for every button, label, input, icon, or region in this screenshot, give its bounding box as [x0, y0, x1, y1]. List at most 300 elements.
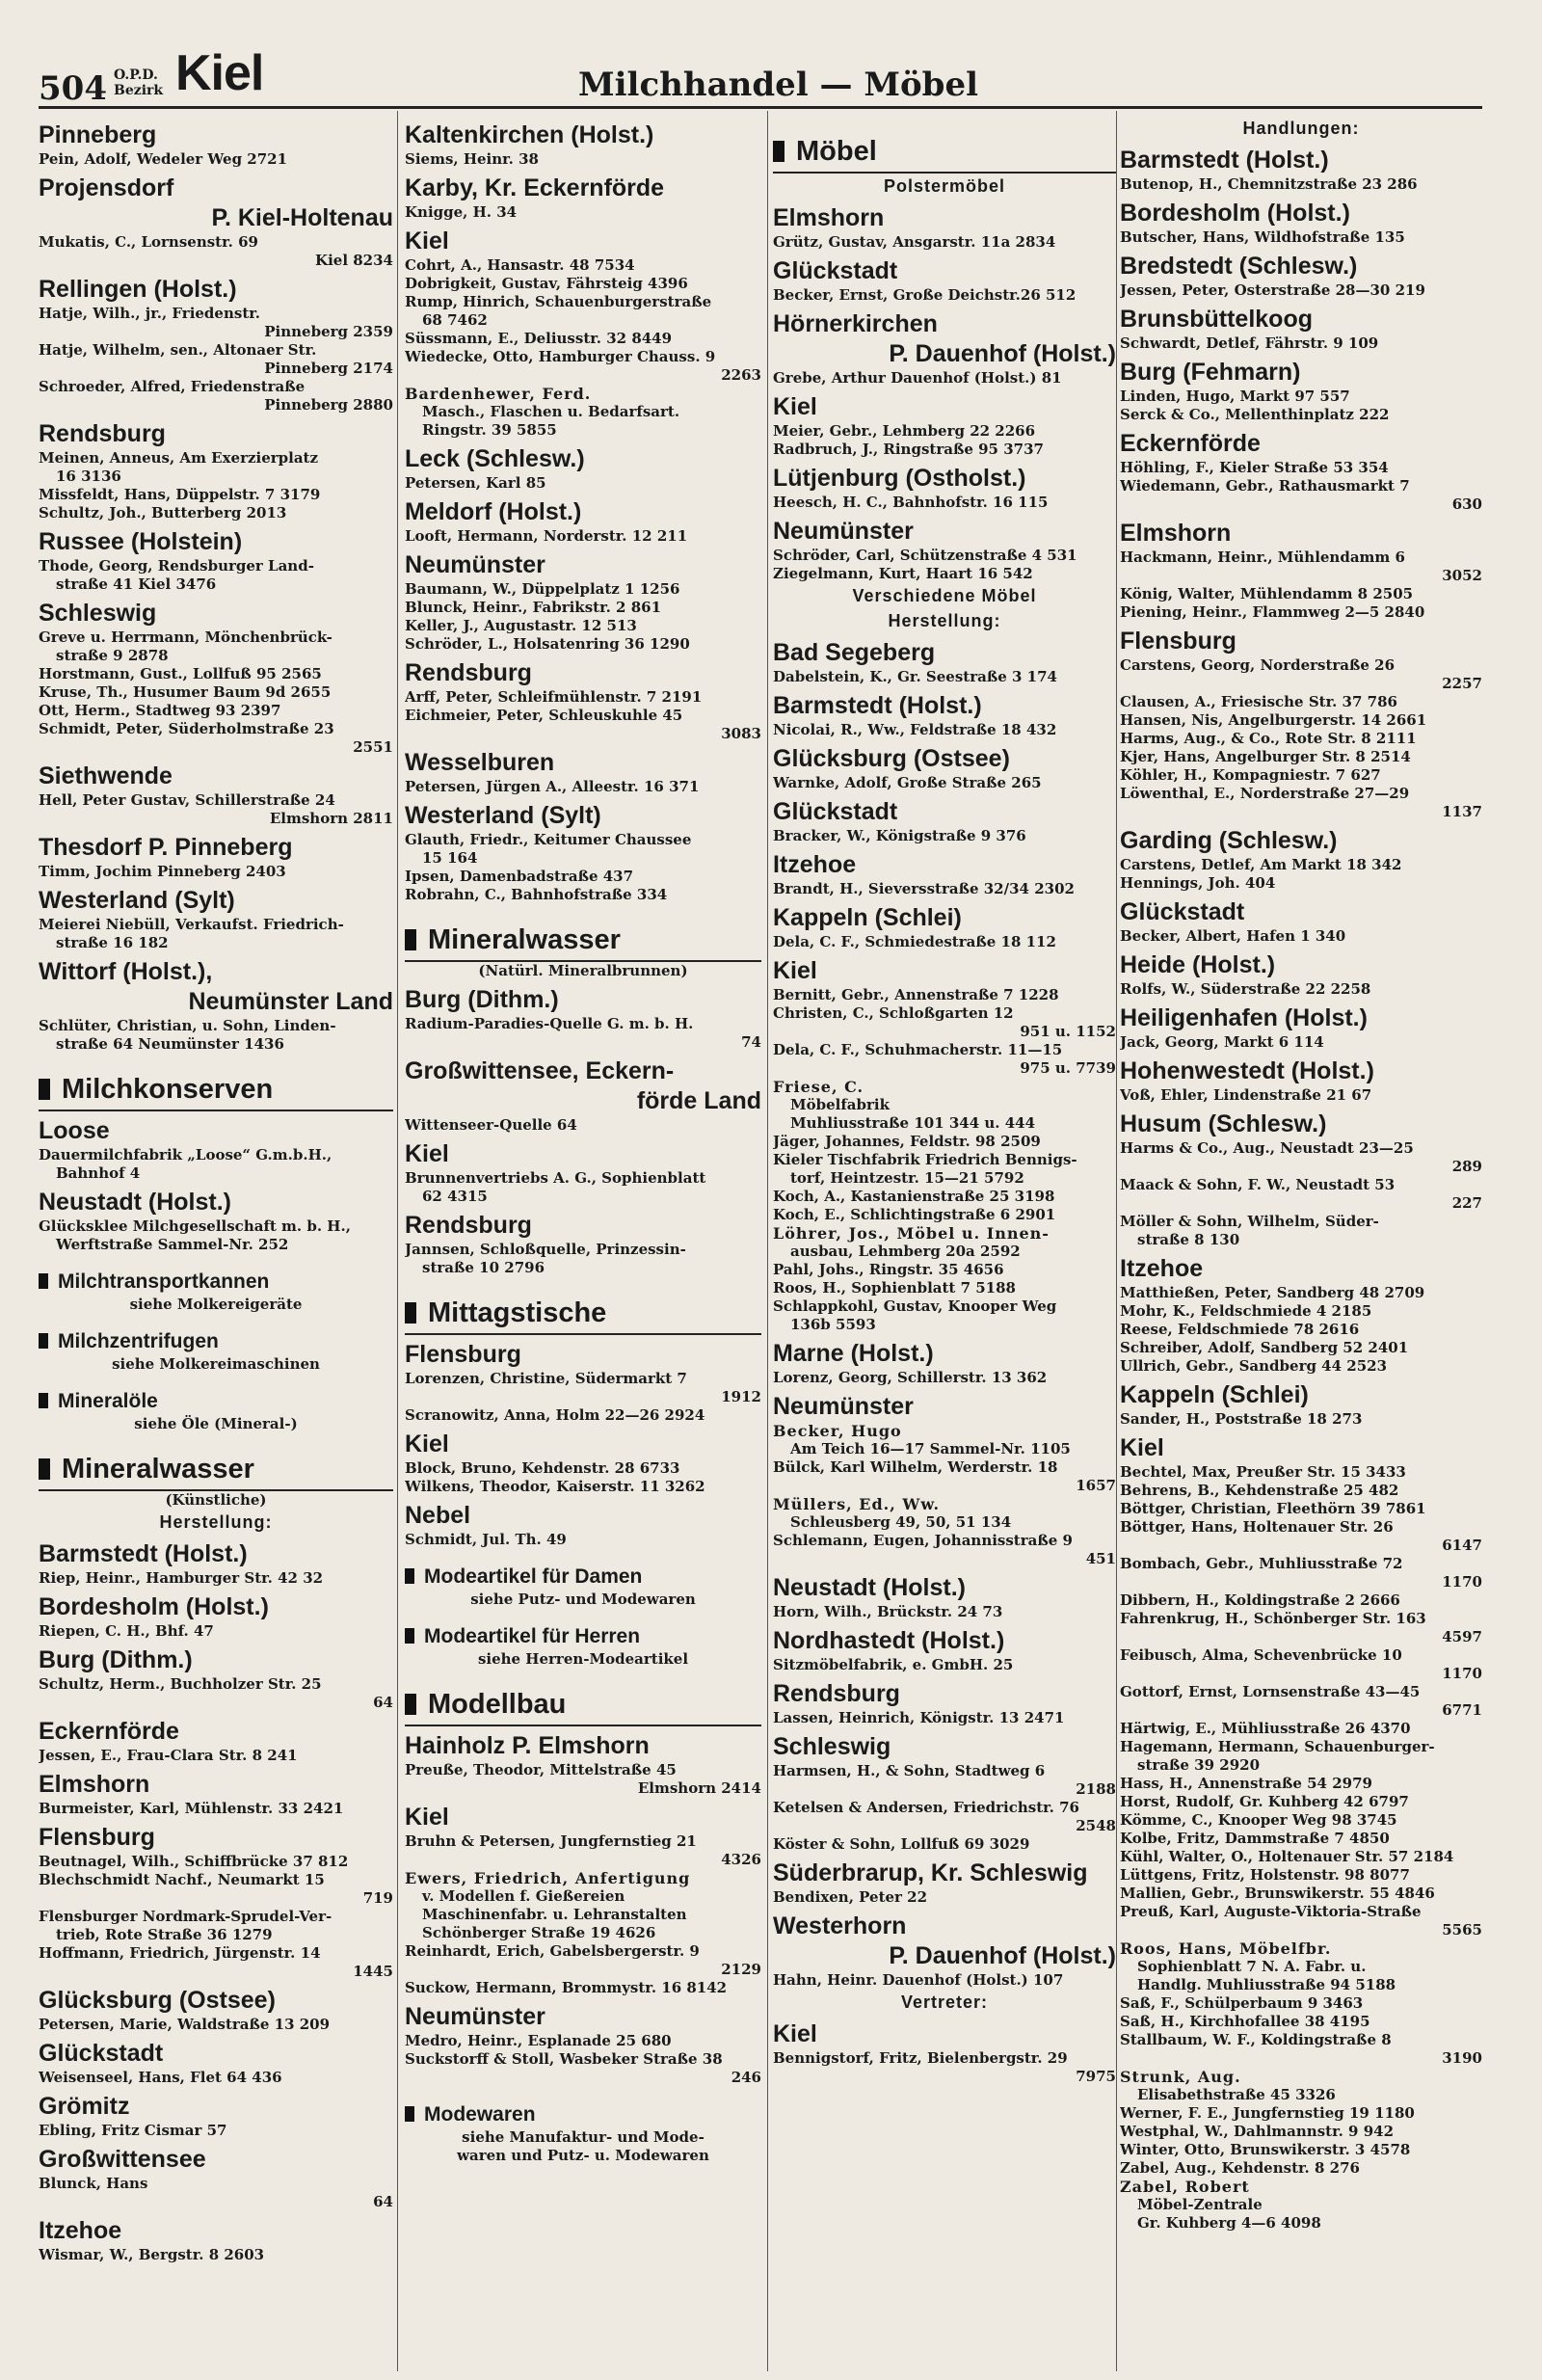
listing-entry: Carstens, Detlef, Am Markt 18 342 — [1120, 856, 1402, 873]
listing-entry: Missfeldt, Hans, Düppelstr. 7 3179 — [39, 486, 321, 503]
town-heading: Karby, Kr. Eckernförde — [405, 174, 665, 201]
subsection-heading: Herstellung: — [159, 1512, 273, 1532]
listing-entry: Butenop, H., Chemnitzstraße 23 286 — [1120, 175, 1418, 193]
listing-entry: Lorenz, Georg, Schillerstr. 13 362 — [773, 1369, 1048, 1386]
town-heading: Heide (Holst.) — [1120, 951, 1276, 978]
cross-reference-note: (Künstliche) — [165, 1491, 267, 1509]
town-heading: Neumünster — [405, 551, 545, 578]
town-heading-continued: P. Dauenhof (Holst.) — [889, 1942, 1116, 1969]
listing-entry: Hansen, Nis, Angelburgerstr. 14 2661 — [1120, 711, 1427, 729]
cross-reference-note: siehe Herren-Modeartikel — [477, 1650, 689, 1668]
cross-reference-note: siehe Molkereimaschinen — [112, 1355, 320, 1373]
listing-entry: Scranowitz, Anna, Holm 22—26 2924 — [405, 1406, 705, 1424]
column-4 — [1120, 116, 1482, 2367]
column-1 — [39, 116, 393, 2367]
listing-continuation: straße 39 2920 — [1137, 1756, 1261, 1774]
listing-entry: Horn, Wilh., Brückstr. 24 73 — [773, 1603, 1003, 1620]
town-heading: Hainholz P. Elmshorn — [405, 1732, 650, 1759]
listing-phone: Elmshorn 2414 — [637, 1779, 761, 1797]
page-header — [39, 45, 1484, 110]
listing-entry: Petersen, Jürgen A., Alleestr. 16 371 — [405, 778, 700, 795]
listing-phone: 451 — [1085, 1550, 1116, 1567]
listing-entry: Koch, A., Kastanienstraße 25 3198 — [773, 1188, 1055, 1205]
listing-phone: 1445 — [353, 1963, 393, 1980]
listing-entry: Looft, Hermann, Norderstr. 12 211 — [405, 527, 688, 545]
listing-entry: Wiedecke, Otto, Hamburger Chauss. 9 — [405, 348, 716, 365]
listing-continuation: Masch., Flaschen u. Bedarfsart. — [422, 403, 680, 420]
listing-entry: Petersen, Karl 85 — [405, 474, 546, 492]
town-heading: Itzehoe — [39, 2217, 122, 2244]
town-heading: Burg (Dithm.) — [39, 1646, 193, 1673]
section-heading: Möbel — [773, 131, 1116, 174]
cross-reference-heading: Mineralöle — [39, 1387, 393, 1415]
listing-entry: Reese, Feldschmiede 78 2616 — [1120, 1321, 1360, 1338]
listing-entry: Butscher, Hans, Wildhofstraße 135 — [1120, 228, 1405, 246]
listing-entry: Kjer, Hans, Angelburger Str. 8 2514 — [1120, 748, 1411, 765]
listing-entry: Sander, H., Poststraße 18 273 — [1120, 1410, 1363, 1428]
town-heading: Neustadt (Holst.) — [773, 1574, 966, 1601]
listing-entry: Ullrich, Gebr., Sandberg 44 2523 — [1120, 1357, 1388, 1375]
town-heading: Brunsbüttelkoog — [1120, 306, 1313, 333]
listing-entry: Jäger, Johannes, Feldstr. 98 2509 — [773, 1133, 1041, 1150]
listing-entry: Harms & Co., Aug., Neustadt 23—25 — [1120, 1139, 1414, 1157]
column-divider — [767, 111, 768, 2371]
listing-entry: Arff, Peter, Schleifmühlenstr. 7 2191 — [405, 688, 703, 706]
advert-entry: Ewers, Friedrich, Anfertigung — [405, 1869, 691, 1887]
listing-continuation: Möbelfabrik — [790, 1096, 890, 1113]
town-heading: Schleswig — [39, 600, 157, 627]
advert-entry: Bardenhewer, Ferd. — [405, 385, 592, 403]
listing-entry: Heesch, H. C., Bahnhofstr. 16 115 — [773, 494, 1049, 511]
listing-entry: Horst, Rudolf, Gr. Kuhberg 42 6797 — [1120, 1793, 1409, 1810]
town-heading: Kiel — [405, 1140, 449, 1167]
listing-entry: Serck & Co., Mellenthinplatz 222 — [1120, 406, 1390, 423]
listing-continuation: Gr. Kuhberg 4—6 4098 — [1137, 2214, 1321, 2232]
listing-entry: Hass, H., Annenstraße 54 2979 — [1120, 1775, 1372, 1792]
listing-entry: Radium-Paradies-Quelle G. m. b. H. — [405, 1015, 694, 1032]
listing-phone: 246 — [731, 2069, 761, 2086]
listing-entry: Reinhardt, Erich, Gabelsbergerstr. 9 — [405, 1942, 700, 1960]
listing-entry: Roos, H., Sophienblatt 7 5188 — [773, 1279, 1016, 1297]
listing-entry: Carstens, Georg, Norderstraße 26 — [1120, 656, 1396, 674]
cross-reference-note: siehe Öle (Mineral-) — [134, 1415, 298, 1432]
town-heading: Westerland (Sylt) — [405, 802, 601, 829]
listing-phone: 289 — [1451, 1158, 1482, 1175]
listing-entry: Löwenthal, E., Norderstraße 27—29 — [1120, 785, 1410, 802]
town-heading: Glückstadt — [39, 2040, 164, 2067]
listing-continuation: Handlg. Muhliusstraße 94 5188 — [1137, 1976, 1396, 1993]
subsection-heading: Polstermöbel — [883, 176, 1006, 196]
town-heading: Elmshorn — [773, 204, 885, 231]
town-heading-continued: förde Land — [636, 1087, 761, 1114]
listing-entry: Nicolai, R., Ww., Feldstraße 18 432 — [773, 721, 1057, 738]
listing-phone: Pinneberg 2359 — [264, 323, 393, 340]
listing-entry: Burmeister, Karl, Mühlenstr. 33 2421 — [39, 1800, 344, 1817]
listing-entry: Schröder, Carl, Schützenstraße 4 531 — [773, 547, 1077, 564]
listing-continuation: torf, Heintzestr. 15—21 5792 — [790, 1169, 1024, 1187]
listing-phone: 2257 — [1442, 675, 1482, 692]
town-heading: Kiel — [773, 957, 817, 984]
town-heading: Kiel — [773, 2020, 817, 2047]
listing-entry: Behrens, B., Kehdenstraße 25 482 — [1120, 1482, 1399, 1499]
listing-entry: Dela, C. F., Schmiedestraße 18 112 — [773, 933, 1056, 950]
listing-continuation: Möbel-Zentrale — [1137, 2196, 1263, 2213]
listing-entry: Sitzmöbelfabrik, e. GmbH. 25 — [773, 1656, 1014, 1673]
listing-entry: Mohr, K., Feldschmiede 4 2185 — [1120, 1302, 1372, 1320]
listing-entry: Hatje, Wilhelm, sen., Altonaer Str. — [39, 341, 317, 359]
town-heading: Glücksburg (Ostsee) — [39, 1987, 276, 2014]
listing-entry: Suckow, Hermann, Brommystr. 16 8142 — [405, 1979, 728, 1996]
town-heading: Hörnerkirchen — [773, 310, 938, 337]
listing-entry: Schmidt, Peter, Süderholmstraße 23 — [39, 720, 334, 737]
cross-reference-heading: Modeartikel für Damen — [405, 1563, 761, 1591]
listing-entry: Hackmann, Heinr., Mühlendamm 6 — [1120, 548, 1405, 566]
town-heading-continued: Neumünster Land — [188, 988, 393, 1015]
advert-entry: Löhrer, Jos., Möbel u. Innen- — [773, 1224, 1050, 1243]
listing-entry: Christen, C., Schloßgarten 12 — [773, 1004, 1014, 1022]
town-heading: Thesdorf P. Pinneberg — [39, 834, 293, 861]
listing-entry: Becker, Albert, Hafen 1 340 — [1120, 927, 1346, 945]
listing-entry: Brunnenvertriebs A. G., Sophienblatt — [405, 1169, 706, 1187]
town-heading: Projensdorf — [39, 174, 174, 201]
listing-entry: Horstmann, Gust., Lollfuß 95 2565 — [39, 665, 322, 682]
town-heading: Westerland (Sylt) — [39, 887, 235, 914]
listing-phone: 1170 — [1442, 1665, 1482, 1682]
listing-phone: Pinneberg 2880 — [264, 396, 393, 414]
listing-continuation: straße 8 130 — [1137, 1231, 1240, 1248]
listing-entry: Maack & Sohn, F. W., Neustadt 53 — [1120, 1176, 1396, 1193]
listing-phone: 719 — [362, 1889, 393, 1907]
listing-entry: Rolfs, W., Süderstraße 22 2258 — [1120, 980, 1371, 998]
listing-entry: Ipsen, Damenbadstraße 437 — [405, 868, 634, 885]
town-heading: Nordhastedt (Holst.) — [773, 1627, 1005, 1654]
listing-entry: Clausen, A., Friesische Str. 37 786 — [1120, 693, 1397, 710]
listing-continuation: straße 9 2878 — [56, 647, 169, 664]
listing-phone: 3052 — [1442, 567, 1482, 584]
listing-entry: Bernitt, Gebr., Annenstraße 7 1228 — [773, 986, 1059, 1003]
advert-entry: Becker, Hugo — [773, 1422, 902, 1440]
town-heading: Wittorf (Holst.), — [39, 958, 213, 985]
listing-entry: Meierei Niebüll, Verkaufst. Friedrich- — [39, 916, 344, 933]
listing-entry: Lorenzen, Christine, Südermarkt 7 — [405, 1370, 687, 1387]
listing-entry: Glauth, Friedr., Keitumer Chaussee — [405, 831, 692, 848]
town-heading: Loose — [39, 1117, 110, 1144]
subsection-heading: Handlungen: — [1242, 119, 1360, 138]
listing-entry: Hahn, Heinr. Dauenhof (Holst.) 107 — [773, 1971, 1064, 1989]
listing-entry: Koch, E., Schlichtingstraße 6 2901 — [773, 1206, 1056, 1223]
town-heading: Meldorf (Holst.) — [405, 498, 582, 525]
listing-entry: Suckstorff & Stoll, Wasbeker Straße 38 — [405, 2050, 723, 2068]
listing-entry: Block, Bruno, Kehdenstr. 28 6733 — [405, 1459, 680, 1477]
listing-entry: Mallien, Gebr., Brunswikerstr. 55 4846 — [1120, 1885, 1435, 1902]
listing-continuation: straße 41 Kiel 3476 — [56, 575, 217, 593]
listing-entry: Keller, J., Augustastr. 12 513 — [405, 617, 637, 634]
section-heading: Mineralwasser — [39, 1449, 393, 1491]
advert-entry: Roos, Hans, Möbelfbr. — [1120, 1939, 1332, 1958]
listing-continuation: Sophienblatt 7 N. A. Fabr. u. — [1137, 1958, 1367, 1975]
listing-entry: Bendixen, Peter 22 — [773, 1888, 928, 1906]
town-heading: Neumünster — [773, 518, 914, 545]
listing-entry: Matthießen, Peter, Sandberg 48 2709 — [1120, 1284, 1425, 1301]
listing-entry: Blunck, Heinr., Fabrikstr. 2 861 — [405, 599, 662, 616]
listing-entry: Fahrenkrug, H., Schönberger Str. 163 — [1120, 1610, 1426, 1627]
town-heading: Glückstadt — [773, 257, 898, 284]
listing-entry: Flensburger Nordmark-Sprudel-Ver- — [39, 1908, 332, 1925]
town-heading: Rendsburg — [773, 1680, 900, 1707]
listing-entry: Medro, Heinr., Esplanade 25 680 — [405, 2032, 672, 2049]
listing-entry: Weisenseel, Hans, Flet 64 436 — [39, 2069, 282, 2086]
town-heading: Bad Segeberg — [773, 639, 936, 666]
listing-phone: 1137 — [1442, 803, 1482, 820]
cross-reference-note: (Natürl. Mineralbrunnen) — [478, 962, 688, 979]
cross-reference-heading: Milchzentrifugen — [39, 1327, 393, 1355]
listing-entry: Hennings, Joh. 404 — [1120, 874, 1276, 892]
town-heading: Barmstedt (Holst.) — [39, 1540, 248, 1567]
town-heading: Kappeln (Schlei) — [773, 904, 962, 931]
subsection-heading: Vertreter: — [900, 1992, 989, 2012]
listing-entry: Kolbe, Fritz, Dammstraße 7 4850 — [1120, 1830, 1390, 1847]
cross-reference-heading: Modeartikel für Herren — [405, 1622, 761, 1650]
listing-entry: Lüttgens, Fritz, Holstenstr. 98 8077 — [1120, 1866, 1410, 1884]
listing-continuation: Werftstraße Sammel-Nr. 252 — [56, 1236, 289, 1253]
listing-continuation: Schleusberg 49, 50, 51 134 — [790, 1513, 1012, 1531]
section-heading: Milchkonserven — [39, 1069, 393, 1111]
listing-continuation: 16 3136 — [56, 468, 121, 485]
listing-entry: Böttger, Christian, Fleethörn 39 7861 — [1120, 1500, 1426, 1517]
listing-entry: Jessen, E., Frau-Clara Str. 8 241 — [39, 1747, 298, 1764]
listing-entry: Pahl, Johs., Ringstr. 35 4656 — [773, 1261, 1004, 1278]
listing-entry: Schröder, L., Holsatenring 36 1290 — [405, 635, 690, 653]
town-heading: Glückstadt — [1120, 898, 1245, 925]
advert-entry: Friese, C. — [773, 1078, 864, 1096]
listing-entry: Linden, Hugo, Markt 97 557 — [1120, 388, 1350, 405]
listing-continuation: Elisabethstraße 45 3326 — [1137, 2086, 1336, 2103]
listing-continuation: Schönberger Straße 19 4626 — [422, 1924, 656, 1941]
listing-phone: 74 — [741, 1033, 761, 1051]
town-heading: Bredstedt (Schlesw.) — [1120, 253, 1358, 280]
listing-entry: Hoffmann, Friedrich, Jürgenstr. 14 — [39, 1944, 321, 1962]
listing-entry: Höhling, F., Kieler Straße 53 354 — [1120, 459, 1389, 476]
column-divider — [397, 111, 398, 2371]
listing-entry: Dauermilchfabrik „Loose“ G.m.b.H., — [39, 1146, 332, 1163]
listing-entry: Blechschmidt Nachf., Neumarkt 15 — [39, 1871, 325, 1888]
listing-entry: Bennigstorf, Fritz, Bielenbergstr. 29 — [773, 2049, 1068, 2067]
listing-entry: Jack, Georg, Markt 6 114 — [1120, 1033, 1324, 1051]
listing-entry: Härtwig, E., Mühliusstraße 26 4370 — [1120, 1720, 1411, 1737]
town-heading: Barmstedt (Holst.) — [773, 692, 982, 719]
town-heading: Kiel — [405, 227, 449, 254]
town-heading: Flensburg — [39, 1824, 155, 1851]
town-heading: Hohenwestedt (Holst.) — [1120, 1057, 1374, 1084]
town-heading: Itzehoe — [1120, 1255, 1204, 1282]
listing-entry: Harmsen, H., & Sohn, Stadtweg 6 — [773, 1762, 1046, 1779]
listing-entry: Siems, Heinr. 38 — [405, 150, 539, 168]
town-heading: Barmstedt (Holst.) — [1120, 147, 1329, 174]
listing-phone: 1657 — [1076, 1477, 1116, 1494]
listing-entry: Stallbaum, W. F., Koldingstraße 8 — [1120, 2031, 1392, 2048]
listing-entry: Grütz, Gustav, Ansgarstr. 11a 2834 — [773, 233, 1056, 251]
town-heading: Großwittensee — [39, 2146, 206, 2173]
listing-entry: Schlüter, Christian, u. Sohn, Linden- — [39, 1017, 336, 1034]
listing-entry: Schlappkohl, Gustav, Knooper Weg — [773, 1297, 1057, 1315]
town-heading: Kaltenkirchen (Holst.) — [405, 121, 654, 148]
listing-entry: Warnke, Adolf, Große Straße 265 — [773, 774, 1042, 791]
listing-entry: Rump, Hinrich, Schauenburgerstraße — [405, 293, 712, 310]
listing-entry: Bülck, Karl Wilhelm, Werderstr. 18 — [773, 1458, 1058, 1476]
subsection-heading: Herstellung: — [888, 611, 1001, 630]
subsection-heading: Verschiedene Möbel — [852, 586, 1037, 605]
listing-entry: Bechtel, Max, Preußer Str. 15 3433 — [1120, 1463, 1406, 1481]
listing-entry: Cohrt, A., Hansastr. 48 7534 — [405, 256, 635, 274]
listing-entry: Glücksklee Milchgesellschaft m. b. H., — [39, 1217, 351, 1235]
listing-entry: Bracker, W., Königstraße 9 376 — [773, 827, 1026, 844]
town-heading: Neumünster — [773, 1393, 914, 1420]
cross-reference-note: siehe Putz- und Modewaren — [470, 1591, 696, 1608]
listing-continuation: v. Modellen f. Gießereien — [422, 1887, 625, 1905]
listing-entry: Jannsen, Schloßquelle, Prinzessin- — [405, 1241, 686, 1258]
town-heading-continued: P. Kiel-Holtenau — [211, 204, 393, 231]
listing-entry: Möller & Sohn, Wilhelm, Süder- — [1120, 1213, 1379, 1230]
listing-entry: Zabel, Aug., Kehdenstr. 8 276 — [1120, 2159, 1360, 2177]
town-heading: Eckernförde — [39, 1718, 179, 1745]
town-heading: Eckernförde — [1120, 430, 1261, 457]
listing-phone: 630 — [1451, 495, 1482, 513]
town-heading: Neustadt (Holst.) — [39, 1189, 231, 1216]
listing-continuation: 136b 5593 — [790, 1316, 876, 1333]
cross-reference-heading: Milchtransportkannen — [39, 1268, 393, 1296]
listing-entry: Süssmann, E., Deliusstr. 32 8449 — [405, 330, 673, 347]
listing-entry: Schroeder, Alfred, Friedenstraße — [39, 378, 306, 395]
town-heading: Grömitz — [39, 2093, 130, 2120]
cross-reference-heading: Modewaren — [405, 2100, 761, 2128]
listing-continuation: Maschinenfabr. u. Lehranstalten — [422, 1906, 687, 1923]
listing-entry: Winter, Otto, Brunswikerstr. 3 4578 — [1120, 2141, 1411, 2158]
town-heading: Husum (Schlesw.) — [1120, 1110, 1327, 1137]
town-heading: Elmshorn — [39, 1771, 150, 1798]
town-heading: Nebel — [405, 1502, 471, 1529]
listing-entry: Dela, C. F., Schuhmacherstr. 11—15 — [773, 1041, 1063, 1058]
town-heading: Itzehoe — [773, 851, 857, 878]
town-heading: Großwittensee, Eckern- — [405, 1057, 675, 1084]
town-heading-continued: P. Dauenhof (Holst.) — [889, 340, 1116, 367]
header-rule — [39, 106, 1482, 109]
listing-phone: 1170 — [1442, 1573, 1482, 1591]
listing-entry: Feibusch, Alma, Schevenbrücke 10 — [1120, 1646, 1402, 1664]
town-heading: Garding (Schlesw.) — [1120, 827, 1338, 854]
listing-phone: 64 — [373, 2193, 393, 2210]
column-3 — [773, 116, 1116, 2367]
section-heading: Mittagstische — [405, 1293, 761, 1335]
listing-entry: Preuß, Karl, Auguste-Viktoria-Straße — [1120, 1903, 1422, 1920]
listing-phone: 227 — [1451, 1194, 1482, 1212]
listing-entry: Thode, Georg, Rendsburger Land- — [39, 557, 314, 575]
listing-phone: Elmshorn 2811 — [269, 810, 393, 827]
town-heading: Neumünster — [405, 2003, 545, 2030]
town-heading: Kiel — [405, 1804, 449, 1831]
town-heading: Kappeln (Schlei) — [1120, 1381, 1309, 1408]
district-city: Kiel — [175, 45, 264, 101]
listing-entry: Baumann, W., Düppelplatz 1 1256 — [405, 580, 680, 598]
listing-entry: Dabelstein, K., Gr. Seestraße 3 174 — [773, 668, 1057, 685]
town-heading: Flensburg — [405, 1341, 521, 1368]
listing-continuation: ausbau, Lehmberg 20a 2592 — [790, 1243, 1021, 1260]
listing-entry: Ziegelmann, Kurt, Haart 16 542 — [773, 565, 1033, 582]
listing-phone: 7975 — [1076, 2068, 1116, 2085]
town-heading: Flensburg — [1120, 628, 1236, 655]
listing-entry: Eichmeier, Peter, Schleuskuhle 45 — [405, 707, 683, 724]
town-heading: Wesselburen — [405, 749, 555, 776]
town-heading: Burg (Dithm.) — [405, 986, 559, 1013]
opd-label: O.P.D. — [114, 67, 158, 83]
listing-entry: Werner, F. E., Jungfernstieg 19 1180 — [1120, 2104, 1415, 2122]
listing-entry: König, Walter, Mühlendamm 8 2505 — [1120, 585, 1414, 602]
listing-continuation: Ringstr. 39 5855 — [422, 421, 557, 439]
town-heading: Kiel — [1120, 1434, 1164, 1461]
listing-entry: Greve u. Herrmann, Mönchenbrück- — [39, 628, 332, 646]
listing-entry: Riepen, C. H., Bhf. 47 — [39, 1622, 214, 1640]
listing-entry: Wittenseer-Quelle 64 — [405, 1116, 577, 1134]
listing-entry: Pein, Adolf, Wedeler Weg 2721 — [39, 150, 288, 168]
column-2 — [405, 116, 761, 2367]
listing-phone: 5565 — [1442, 1921, 1482, 1939]
listing-entry: Ebling, Fritz Cismar 57 — [39, 2122, 227, 2139]
listing-entry: Knigge, H. 34 — [405, 203, 518, 221]
cross-reference-note: siehe Molkereigeräte — [129, 1296, 303, 1313]
listing-entry: Wiedemann, Gebr., Rathausmarkt 7 — [1120, 477, 1410, 495]
listing-entry: Hagemann, Hermann, Schauenburger- — [1120, 1738, 1435, 1755]
listing-entry: Dibbern, H., Koldingstraße 2 2666 — [1120, 1591, 1400, 1609]
listing-phone: 4597 — [1442, 1628, 1482, 1645]
listing-continuation: trieb, Rote Straße 36 1279 — [56, 1926, 273, 1943]
listing-entry: Wismar, W., Bergstr. 8 2603 — [39, 2246, 265, 2263]
listing-entry: Blunck, Hans — [39, 2175, 148, 2192]
listing-continuation: Muhliusstraße 101 344 u. 444 — [790, 1114, 1036, 1132]
listing-entry: Kieler Tischfabrik Friedrich Bennigs- — [773, 1151, 1077, 1168]
listing-continuation: Am Teich 16—17 Sammel-Nr. 1105 — [790, 1440, 1071, 1457]
listing-entry: Kruse, Th., Husumer Baum 9d 2655 — [39, 683, 332, 701]
listing-entry: Schmidt, Jul. Th. 49 — [405, 1531, 567, 1548]
listing-entry: Meier, Gebr., Lehmberg 22 2266 — [773, 422, 1036, 440]
listing-entry: Ott, Herm., Stadtweg 93 2397 — [39, 702, 281, 719]
town-heading: Glücksburg (Ostsee) — [773, 745, 1010, 772]
listing-phone: 64 — [373, 1694, 393, 1711]
town-heading: Glückstadt — [773, 798, 898, 825]
town-heading: Heiligenhafen (Holst.) — [1120, 1004, 1368, 1031]
listing-entry: Dobrigkeit, Gustav, Fährsteig 4396 — [405, 275, 688, 292]
listing-entry: Preuße, Theodor, Mittelstraße 45 — [405, 1761, 677, 1778]
listing-entry: Radbruch, J., Ringstraße 95 3737 — [773, 441, 1044, 458]
advert-entry: Strunk, Aug. — [1120, 2068, 1241, 2086]
town-heading: Lütjenburg (Ostholst.) — [773, 465, 1026, 492]
town-heading: Rendsburg — [405, 659, 532, 686]
town-heading: Süderbrarup, Kr. Schleswig — [773, 1859, 1088, 1886]
bezirk-label: Bezirk — [114, 83, 164, 98]
listing-entry: Brandt, H., Sieversstraße 32/34 2302 — [773, 880, 1075, 897]
section-heading: Mineralwasser — [405, 920, 761, 962]
listing-entry: Kömme, C., Knooper Weg 98 3745 — [1120, 1811, 1397, 1829]
listing-entry: Schwardt, Detlef, Fährstr. 9 109 — [1120, 334, 1379, 352]
section-heading: Modellbau — [405, 1684, 761, 1726]
listing-entry: Kühl, Walter, O., Holtenauer Str. 57 2184 — [1120, 1848, 1454, 1865]
listing-phone: 2188 — [1076, 1780, 1116, 1798]
listing-entry: Schlemann, Eugen, Johannisstraße 9 — [773, 1532, 1073, 1549]
listing-phone: 3083 — [721, 725, 761, 742]
listing-entry: Schultz, Joh., Butterberg 2013 — [39, 504, 287, 521]
page-title: Milchhandel — Möbel — [578, 66, 978, 104]
listing-continuation: straße 64 Neumünster 1436 — [56, 1035, 284, 1053]
listing-entry: Petersen, Marie, Waldstraße 13 209 — [39, 2016, 331, 2033]
listing-entry: Köhler, H., Kompagniestr. 7 627 — [1120, 766, 1381, 784]
